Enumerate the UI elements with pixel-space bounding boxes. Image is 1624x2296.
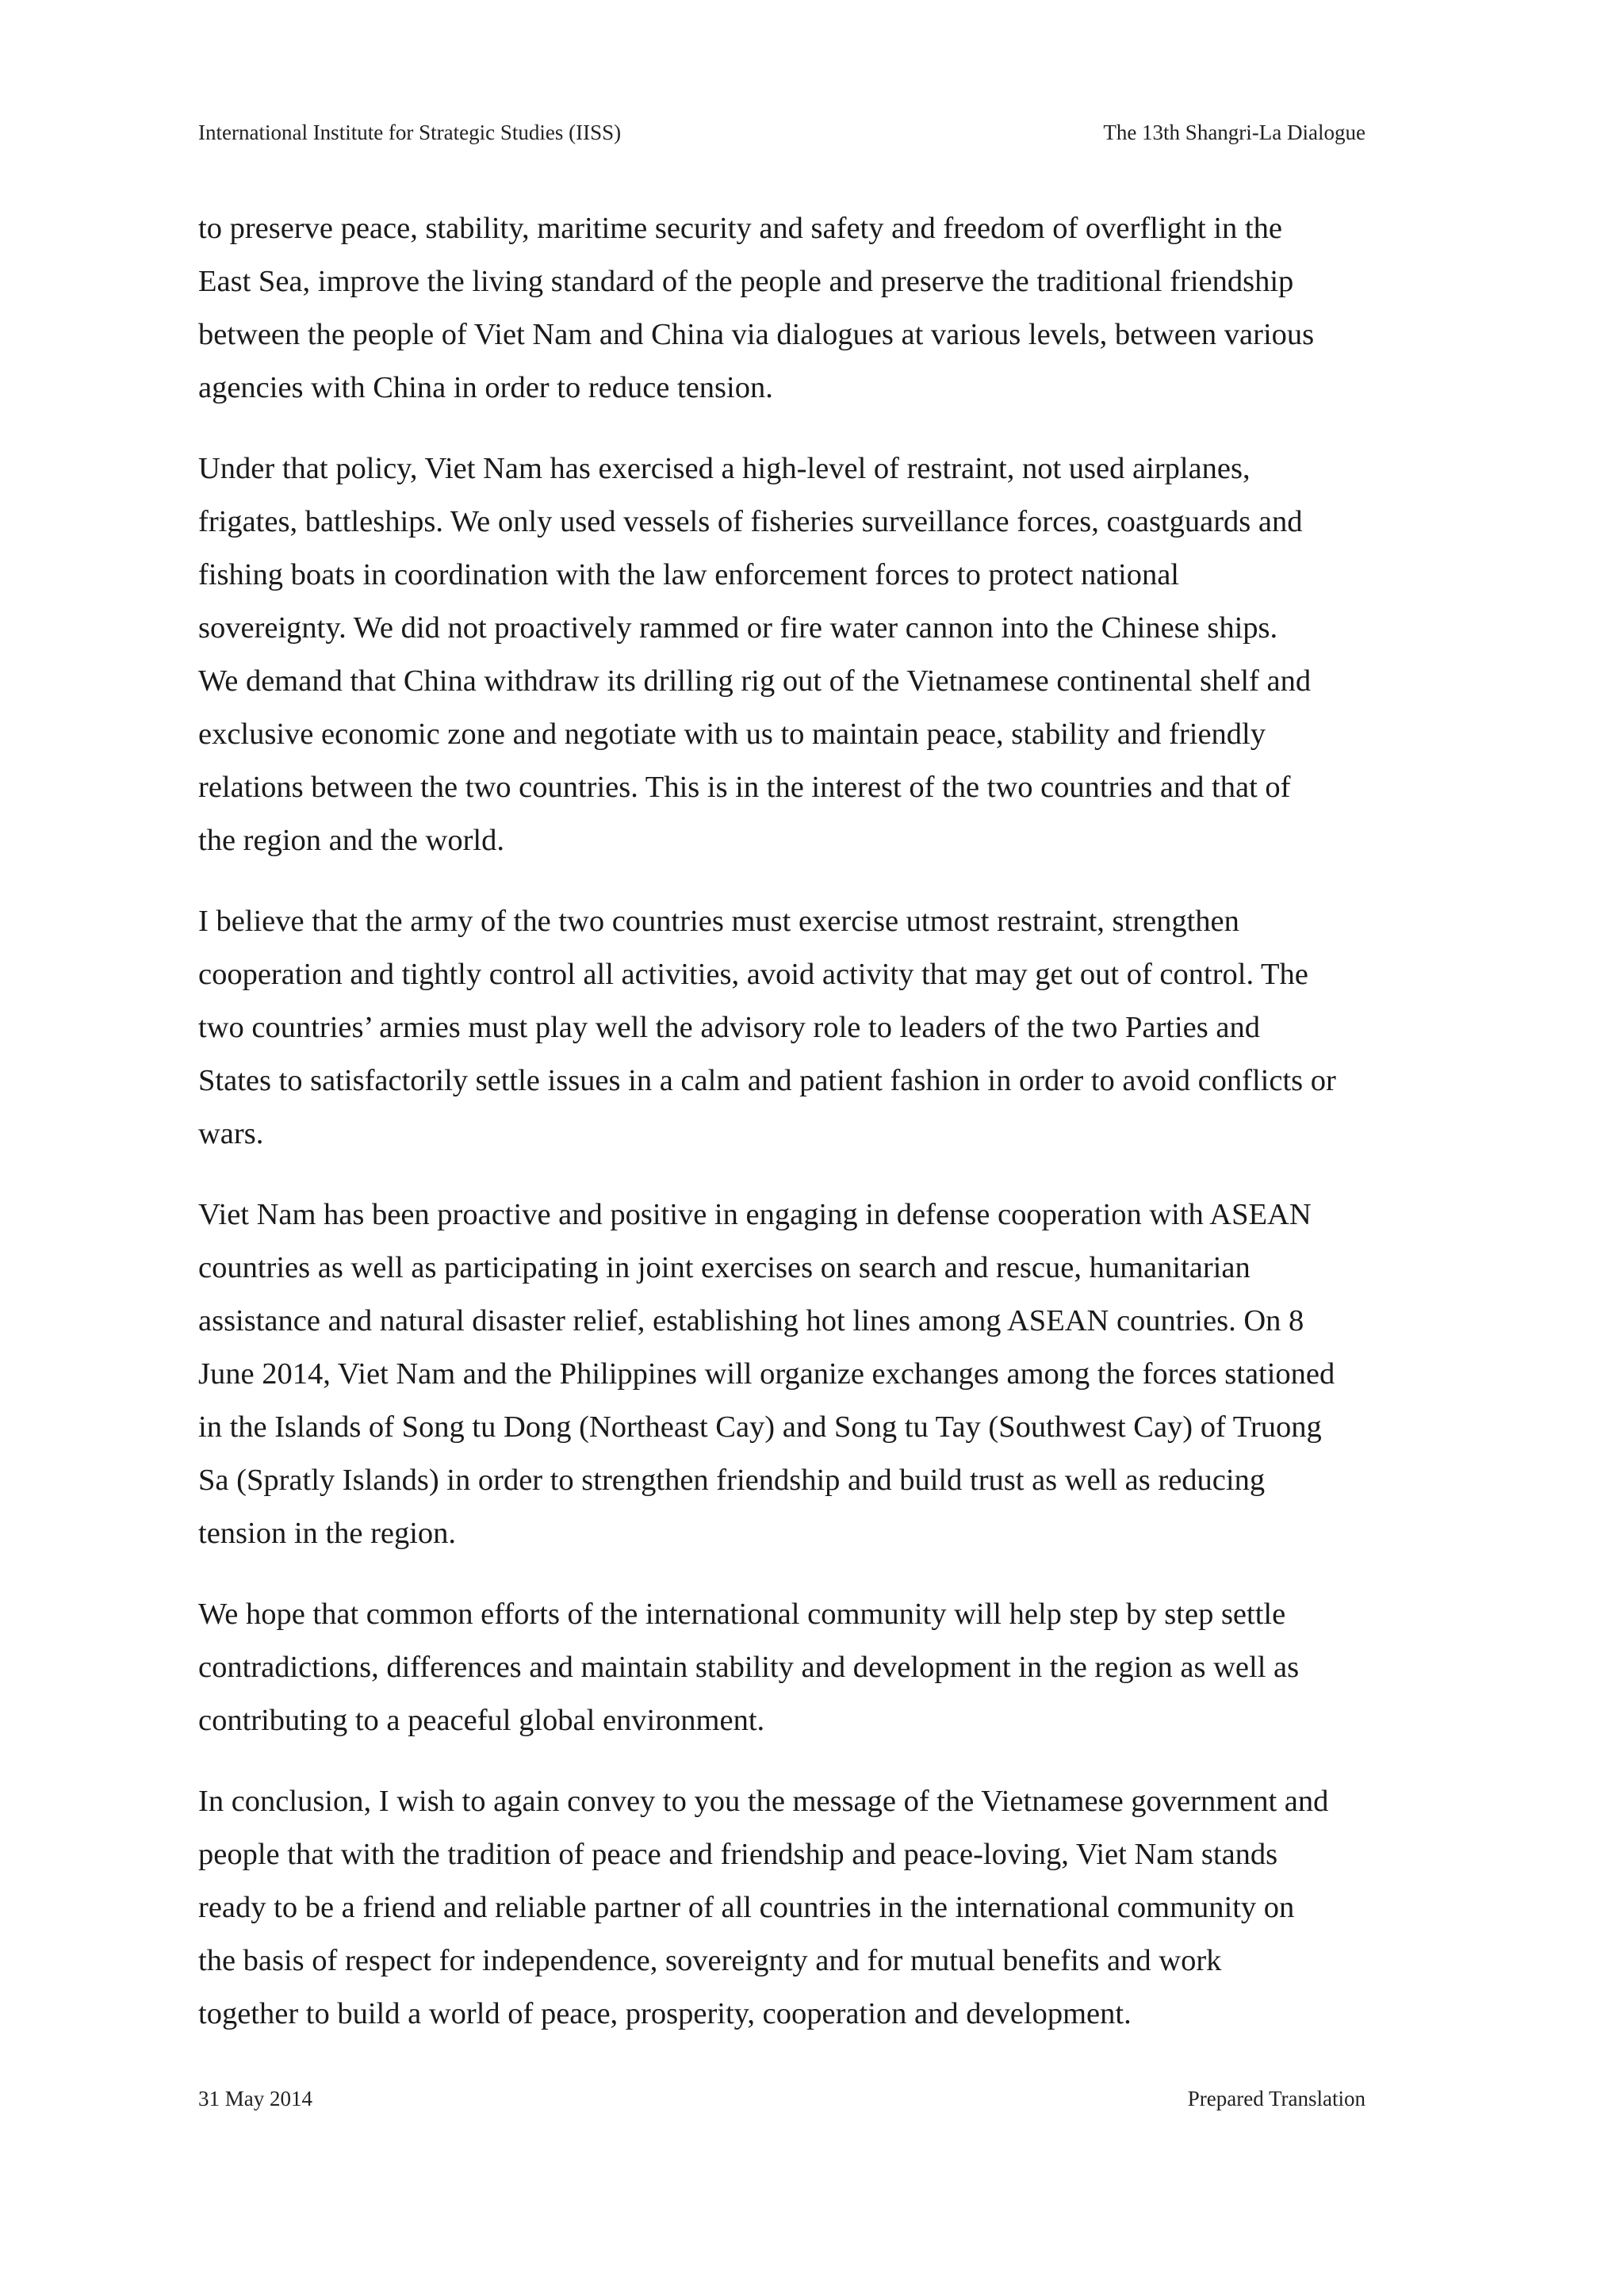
body-paragraph: to preserve peace, stability, maritime security and safety and freedom of overflight in the East Sea, improve the living standard of the people and preserve the traditional friendship between the people of Viet Nam and China via dialogues at various levels, between various agencies with China in order to reduce tension. [198,212,1315,404]
footer-note: Prepared Translation [1187,2087,1365,2110]
document-body [198,202,1451,2068]
header-event-title: The 13th Shangri-La Dialogue [1103,121,1365,144]
body-paragraph: Viet Nam has been proactive and positive in engaging in defense cooperation with ASEAN countries as well as participating in joint exercises on search and rescue, humanitarian assistance and natural disaster relief, establishing hot lines among ASEAN countries. On 8 June 2014, Viet Nam and the Philippines will organize exchanges among the forces stationed in the Islands of Song tu Dong (Northeast Cay) and Song tu Tay (Southwest Cay) of Truong Sa (Spratly Islands) in order to strengthen friendship and build trust as well as reducing tension in the region. [198,1198,1335,1550]
body-paragraph: Under that policy, Viet Nam has exercised a high-level of restraint, not used airplanes, frigates, battleships. We only used vessels of fisheries surveillance forces, coastguards and fishing boats in coordination with the law enforcement forces to protect national sovereignty. We did not proactively rammed or fire water cannon into the Chinese ships. We demand that China withdraw its drilling rig out of the Vietnamese continental shelf and exclusive economic zone and negotiate with us to maintain peace, stability and friendly relations between the two countries. This is in the interest of the two countries and that of the region and the world. [198,452,1312,857]
body-paragraph: We hope that common efforts of the international community will help step by step settle contradictions, differences and maintain stability and development in the region as well as contributing to a peaceful global environment. [198,1598,1300,1737]
body-paragraph: I believe that the army of the two countries must exercise utmost restraint, strengthen cooperation and tightly control all activities, avoid activity that may get out of control. The two countries’ armies must play well the advisory role to leaders of the two Parties and States to satisfactorily settle issues in a calm and patient fashion in order to avoid conflicts or wars. [198,905,1336,1150]
page-footer [198,2085,1365,2112]
header-organization: International Institute for Strategic Studies (IISS) [198,121,622,144]
body-paragraph: In conclusion, I wish to again convey to you the message of the Vietnamese government and people that with the tradition of peace and friendship and peace-loving, Viet Nam stands ready to be a friend and reliable partner of all countries in the international community on the basis of respect for independence, sovereignty and for mutual benefits and work together to build a world of peace, prosperity, cooperation and development. [198,1785,1329,2030]
footer-date: 31 May 2014 [198,2087,312,2110]
page-header [198,119,1365,146]
